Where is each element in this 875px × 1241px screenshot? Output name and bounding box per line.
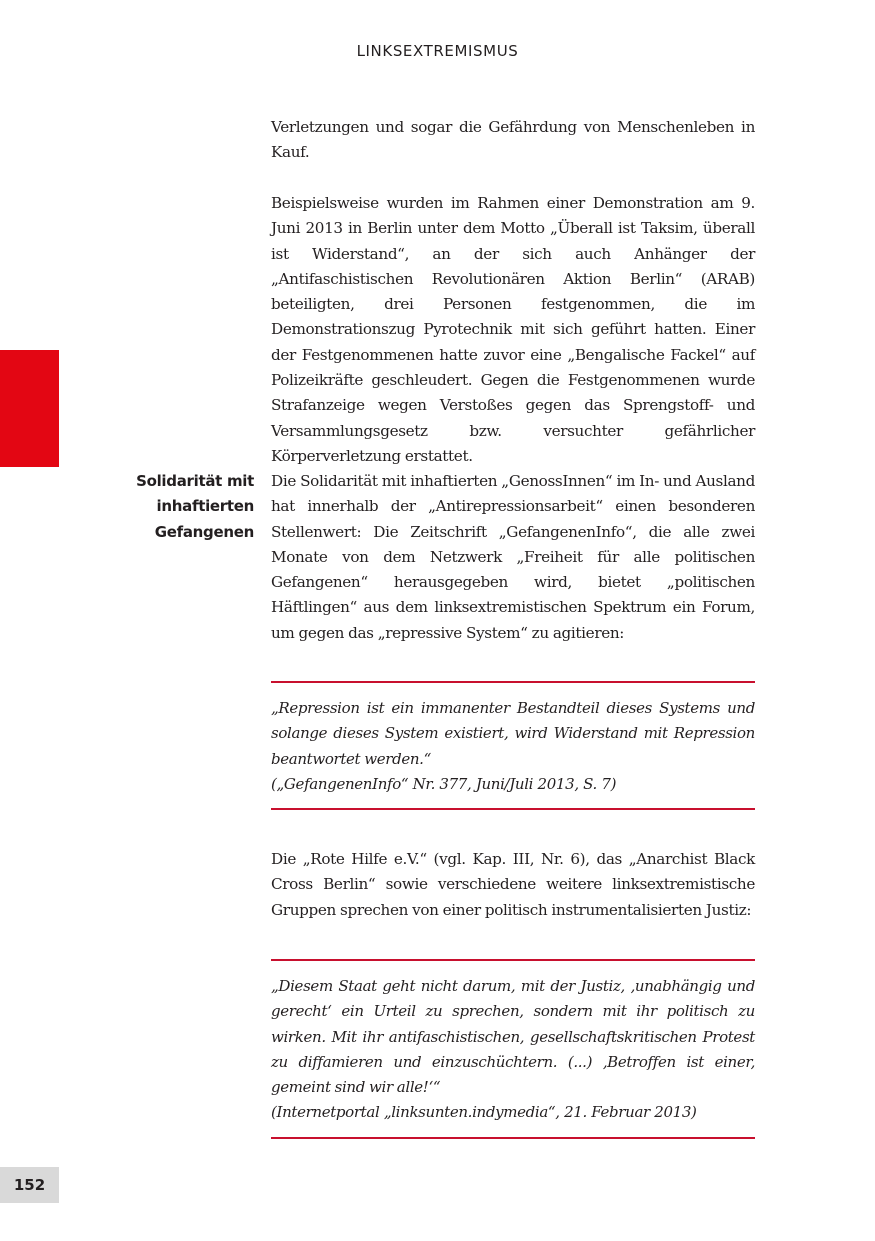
quote-source: (Internetportal „linksunten.indymedia“, 21. Februar 2013) bbox=[271, 1103, 697, 1122]
paragraph-rote-hilfe: Die „Rote Hilfe e.V.“ (vgl. Kap. III, Nr. 6), das „Anarchist Black Cross Berlin“ sowie verschiedene weitere linksextremistische Gruppen sprechen von einer politisch instrumentalisierten Justiz: bbox=[271, 850, 755, 919]
side-heading bbox=[100, 469, 254, 545]
quote-box-indymedia bbox=[271, 959, 755, 1139]
page-number: 152 bbox=[0, 1167, 59, 1203]
running-header: LINKSEXTREMISMUS bbox=[356, 42, 519, 60]
side-heading-line: Gefangenen bbox=[154, 522, 254, 541]
quote-box-gefangeneninfo bbox=[271, 681, 755, 810]
quote-source: („GefangenenInfo“ Nr. 377, Juni/Juli 2013, S. 7) bbox=[271, 774, 617, 793]
paragraph-injury-risk: Verletzungen und sogar die Gefährdung von Menschenleben in Kauf. bbox=[271, 118, 755, 162]
quote-text: „Repression ist ein immanenter Bestandteil dieses Systems und solange dieses System existiert, wird Widerstand mit Repression beantwortet werden.“ bbox=[271, 699, 755, 768]
side-heading-line: inhaftierten bbox=[156, 497, 254, 516]
paragraph-demonstration-example: Beispielsweise wurden im Rahmen einer Demonstration am 9. Juni 2013 in Berlin unter dem Motto „Überall ist Taksim, überall ist Widerstand“, an der sich auch Anhänger der „Antifaschistischen Revolutionären Aktion Berlin“ (ARAB) beteiligten, drei Personen festgenommen, die im Demonstrationszug Pyrotechnik mit sich geführt hatten. Einer der Festgenommenen hatte zuvor eine „Bengalische Fackel“ auf Polizeikräfte geschleudert. Gegen die Festgenommenen wurde Strafanzeige wegen Verstoßes gegen das Sprengstoff- und Versammlungsgesetz bzw. versuchter gefährlicher Körperverletzung erstattet. bbox=[271, 194, 755, 465]
side-heading-line: Solidarität mit bbox=[136, 472, 254, 490]
chapter-color-tab bbox=[0, 350, 59, 467]
quote-text: „Diesem Staat geht nicht darum, mit der Justiz, ‚unabhängig und gerecht‘ ein Urteil zu sprechen, sondern mit ihr politisch zu wirken. Mit ihr antifaschistischen, gesellschaftskritischen Protest zu diffamieren und einzuschüchtern. (...) ‚Betroffen ist einer, gemeint sind wir alle!‘“ bbox=[271, 977, 755, 1097]
paragraph-solidarity: Die Solidarität mit inhaftierten „GenossInnen“ im In- und Ausland hat innerhalb der „Antirepressionsarbeit“ einen besonderen Stellenwert: Die Zeitschrift „GefangenenInfo“, die alle zwei Monate von dem Netzwerk „Freiheit für alle politischen Gefangenen“ herausgegeben wird, bietet „politischen Häftlingen“ aus dem linksextremistischen Spektrum ein Forum, um gegen das „repressive System“ zu agitieren: bbox=[271, 472, 755, 642]
